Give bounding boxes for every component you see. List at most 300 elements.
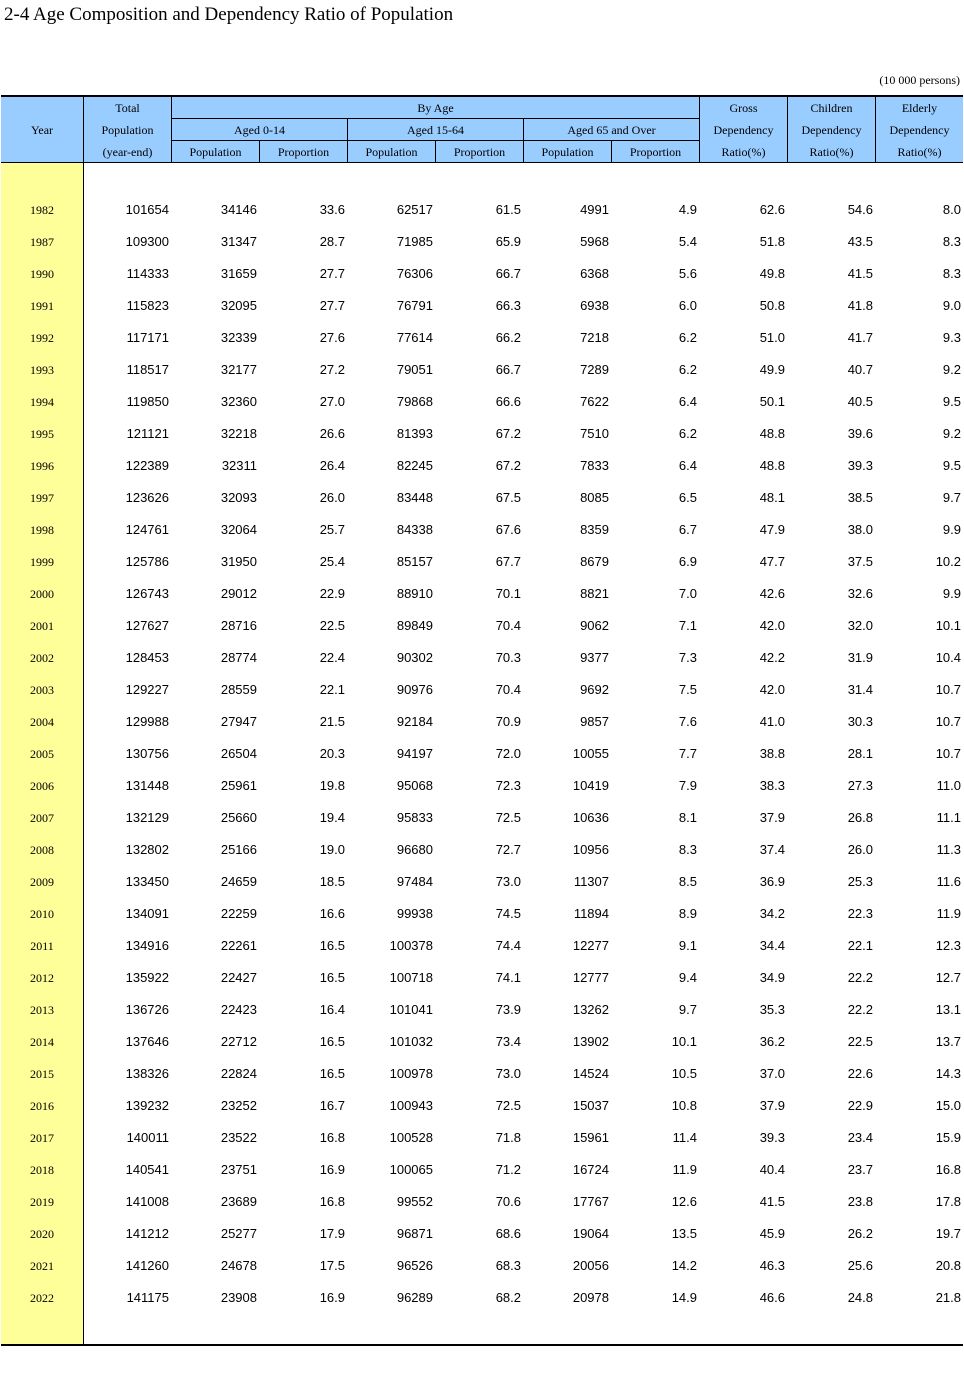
population-0-14-cell: 32093 [220, 490, 257, 505]
population-15-64-cell: 100065 [389, 1162, 433, 1177]
elderly-dependency-ratio-cell: 11.9 [936, 906, 961, 921]
population-15-64-cell: 95833 [396, 810, 433, 825]
total-population-cell: 119850 [126, 394, 169, 409]
population-65-over-cell: 7622 [580, 394, 609, 409]
header-gross-line3: Ratio(%) [721, 145, 766, 159]
header-total-line1: Total [115, 101, 140, 115]
proportion-0-14-cell: 27.0 [319, 394, 345, 409]
header-divider [171, 118, 699, 119]
population-0-14-cell: 23908 [220, 1290, 257, 1305]
table-row [1, 1250, 963, 1282]
population-65-over-cell: 16724 [572, 1162, 609, 1177]
population-65-over-cell: 7833 [580, 458, 609, 473]
header-divider [875, 97, 876, 162]
proportion-0-14-cell: 27.2 [319, 362, 345, 377]
population-65-over-cell: 7289 [580, 362, 609, 377]
children-dependency-ratio-cell: 23.8 [847, 1194, 873, 1209]
children-dependency-ratio-cell: 39.6 [847, 426, 873, 441]
header-divider [83, 97, 84, 162]
header-population-65-over: Population [541, 145, 594, 159]
proportion-65-over-cell: 8.9 [678, 906, 697, 921]
proportion-0-14-cell: 16.8 [319, 1194, 345, 1209]
year-cell: 2017 [30, 1131, 54, 1145]
proportion-0-14-cell: 33.6 [319, 202, 345, 217]
year-cell: 1987 [30, 235, 54, 249]
population-0-14-cell: 23751 [220, 1162, 257, 1177]
header-divider [699, 97, 700, 162]
population-15-64-cell: 82245 [396, 458, 433, 473]
elderly-dependency-ratio-cell: 17.8 [935, 1194, 961, 1209]
gross-dependency-ratio-cell: 48.8 [759, 458, 785, 473]
population-65-over-cell: 10055 [572, 746, 609, 761]
year-cell: 2014 [30, 1035, 54, 1049]
total-population-cell: 131448 [125, 778, 169, 793]
population-65-over-cell: 4991 [580, 202, 609, 217]
population-15-64-cell: 92184 [396, 714, 433, 729]
population-0-14-cell: 23522 [220, 1130, 257, 1145]
unit-note: (10 000 persons) [879, 73, 960, 87]
proportion-15-64-cell: 74.5 [495, 906, 521, 921]
population-15-64-cell: 85157 [396, 554, 433, 569]
total-population-cell: 138326 [125, 1066, 169, 1081]
year-cell: 2012 [30, 971, 54, 985]
gross-dependency-ratio-cell: 49.9 [759, 362, 785, 377]
total-population-cell: 115823 [126, 298, 169, 313]
year-cell: 2001 [30, 619, 54, 633]
proportion-15-64-cell: 65.9 [495, 234, 521, 249]
population-15-64-cell: 101041 [389, 1002, 433, 1017]
year-cell: 2018 [30, 1163, 54, 1177]
year-cell: 2008 [30, 843, 54, 857]
proportion-65-over-cell: 9.7 [678, 1002, 697, 1017]
population-65-over-cell: 20056 [572, 1258, 609, 1273]
proportion-15-64-cell: 71.8 [495, 1130, 521, 1145]
table-row [1, 354, 963, 386]
gross-dependency-ratio-cell: 42.6 [759, 586, 785, 601]
proportion-0-14-cell: 21.5 [319, 714, 345, 729]
population-15-64-cell: 94197 [396, 746, 433, 761]
table-row [1, 898, 963, 930]
total-population-cell: 124761 [125, 522, 169, 537]
elderly-dependency-ratio-cell: 10.7 [935, 746, 961, 761]
table-row [1, 482, 963, 514]
proportion-65-over-cell: 5.6 [678, 266, 697, 281]
year-cell: 2015 [30, 1067, 54, 1081]
proportion-15-64-cell: 73.9 [495, 1002, 521, 1017]
proportion-65-over-cell: 8.5 [678, 874, 697, 889]
gross-dependency-ratio-cell: 35.3 [759, 1002, 785, 1017]
year-cell: 1995 [30, 427, 54, 441]
elderly-dependency-ratio-cell: 19.7 [935, 1226, 961, 1241]
children-dependency-ratio-cell: 27.3 [847, 778, 873, 793]
total-population-cell: 117171 [126, 330, 169, 345]
table-row [1, 514, 963, 546]
year-cell: 1992 [30, 331, 54, 345]
proportion-65-over-cell: 6.0 [678, 298, 697, 313]
proportion-65-over-cell: 7.9 [678, 778, 697, 793]
header-aged-0-14: Aged 0-14 [234, 123, 285, 137]
table-row [1, 994, 963, 1026]
proportion-0-14-cell: 16.5 [319, 1034, 345, 1049]
proportion-65-over-cell: 10.8 [671, 1098, 697, 1113]
gross-dependency-ratio-cell: 40.4 [759, 1162, 785, 1177]
proportion-0-14-cell: 16.9 [319, 1162, 345, 1177]
proportion-15-64-cell: 72.5 [495, 1098, 521, 1113]
year-cell: 2009 [30, 875, 54, 889]
header-aged-15-64: Aged 15-64 [407, 123, 464, 137]
elderly-dependency-ratio-cell: 9.5 [942, 458, 961, 473]
proportion-65-over-cell: 14.2 [671, 1258, 697, 1273]
proportion-65-over-cell: 6.2 [678, 330, 697, 345]
proportion-0-14-cell: 19.4 [319, 810, 345, 825]
table-row [1, 194, 963, 226]
elderly-dependency-ratio-cell: 8.3 [942, 234, 961, 249]
population-65-over-cell: 8359 [580, 522, 609, 537]
year-cell: 2022 [30, 1291, 54, 1305]
proportion-15-64-cell: 72.5 [495, 810, 521, 825]
population-0-14-cell: 22427 [220, 970, 257, 985]
total-population-cell: 114333 [126, 266, 169, 281]
population-15-64-cell: 96289 [396, 1290, 433, 1305]
population-65-over-cell: 6938 [580, 298, 609, 313]
gross-dependency-ratio-cell: 37.9 [759, 1098, 785, 1113]
population-15-64-cell: 100978 [389, 1066, 433, 1081]
proportion-15-64-cell: 67.7 [495, 554, 521, 569]
header-divider [435, 140, 436, 162]
header-divider [611, 140, 612, 162]
population-65-over-cell: 12777 [572, 970, 609, 985]
gross-dependency-ratio-cell: 62.6 [759, 202, 785, 217]
population-15-64-cell: 96680 [396, 842, 433, 857]
proportion-65-over-cell: 10.5 [671, 1066, 697, 1081]
gross-dependency-ratio-cell: 47.7 [759, 554, 785, 569]
elderly-dependency-ratio-cell: 13.1 [935, 1002, 961, 1017]
children-dependency-ratio-cell: 31.9 [847, 650, 873, 665]
elderly-dependency-ratio-cell: 20.8 [935, 1258, 961, 1273]
population-0-14-cell: 27947 [220, 714, 257, 729]
year-cell: 1998 [30, 523, 54, 537]
population-0-14-cell: 32095 [220, 298, 257, 313]
population-65-over-cell: 9692 [580, 682, 609, 697]
year-cell: 2010 [30, 907, 54, 921]
children-dependency-ratio-cell: 40.7 [847, 362, 873, 377]
header-children-line2: Dependency [801, 123, 862, 137]
children-dependency-ratio-cell: 39.3 [847, 458, 873, 473]
proportion-15-64-cell: 68.3 [495, 1258, 521, 1273]
proportion-65-over-cell: 4.9 [678, 202, 697, 217]
population-0-14-cell: 25277 [220, 1226, 257, 1241]
table-row [1, 1218, 963, 1250]
gross-dependency-ratio-cell: 46.6 [759, 1290, 785, 1305]
gross-dependency-ratio-cell: 47.9 [759, 522, 785, 537]
proportion-0-14-cell: 17.5 [319, 1258, 345, 1273]
year-cell: 2006 [30, 779, 54, 793]
gross-dependency-ratio-cell: 42.2 [759, 650, 785, 665]
proportion-65-over-cell: 8.1 [678, 810, 697, 825]
population-0-14-cell: 22259 [220, 906, 257, 921]
header-gross-line2: Dependency [713, 123, 774, 137]
header-proportion-65-over: Proportion [629, 145, 682, 159]
total-population-cell: 141212 [125, 1226, 169, 1241]
children-dependency-ratio-cell: 26.8 [847, 810, 873, 825]
proportion-65-over-cell: 6.9 [678, 554, 697, 569]
elderly-dependency-ratio-cell: 9.7 [942, 490, 961, 505]
total-population-cell: 141008 [125, 1194, 169, 1209]
table-row [1, 674, 963, 706]
proportion-0-14-cell: 22.5 [319, 618, 345, 633]
children-dependency-ratio-cell: 23.4 [847, 1130, 873, 1145]
table-row [1, 546, 963, 578]
year-cell: 1991 [30, 299, 54, 313]
population-15-64-cell: 96871 [396, 1226, 433, 1241]
proportion-0-14-cell: 19.8 [319, 778, 345, 793]
population-0-14-cell: 29012 [220, 586, 257, 601]
population-15-64-cell: 84338 [396, 522, 433, 537]
population-15-64-cell: 100528 [389, 1130, 433, 1145]
gross-dependency-ratio-cell: 38.8 [759, 746, 785, 761]
population-15-64-cell: 99552 [396, 1194, 433, 1209]
total-population-cell: 123626 [125, 490, 169, 505]
total-population-cell: 125786 [125, 554, 169, 569]
elderly-dependency-ratio-cell: 9.5 [942, 394, 961, 409]
header-elderly-line1: Elderly [901, 101, 938, 115]
total-population-cell: 127627 [125, 618, 169, 633]
population-65-over-cell: 19064 [572, 1226, 609, 1241]
proportion-0-14-cell: 16.5 [319, 970, 345, 985]
population-0-14-cell: 34146 [220, 202, 257, 217]
population-0-14-cell: 24659 [220, 874, 257, 889]
population-65-over-cell: 10419 [572, 778, 609, 793]
proportion-65-over-cell: 6.4 [678, 394, 697, 409]
proportion-15-64-cell: 66.3 [495, 298, 521, 313]
total-population-cell: 133450 [125, 874, 169, 889]
population-65-over-cell: 9062 [580, 618, 609, 633]
year-cell: 2005 [30, 747, 54, 761]
year-cell: 2003 [30, 683, 54, 697]
proportion-15-64-cell: 67.2 [495, 426, 521, 441]
proportion-15-64-cell: 67.6 [495, 522, 521, 537]
header-year: Year [30, 123, 54, 137]
year-cell: 2002 [30, 651, 54, 665]
proportion-0-14-cell: 19.0 [319, 842, 345, 857]
children-dependency-ratio-cell: 32.6 [847, 586, 873, 601]
children-dependency-ratio-cell: 26.2 [847, 1226, 873, 1241]
population-65-over-cell: 12277 [572, 938, 609, 953]
total-population-cell: 122389 [125, 458, 169, 473]
proportion-15-64-cell: 70.4 [495, 682, 521, 697]
proportion-15-64-cell: 66.7 [495, 362, 521, 377]
population-0-14-cell: 25166 [220, 842, 257, 857]
population-65-over-cell: 8679 [580, 554, 609, 569]
header-total-line3: (year-end) [102, 145, 153, 159]
gross-dependency-ratio-cell: 38.3 [759, 778, 785, 793]
table-row [1, 322, 963, 354]
children-dependency-ratio-cell: 40.5 [847, 394, 873, 409]
population-table [1, 95, 963, 1346]
proportion-15-64-cell: 72.3 [495, 778, 521, 793]
population-15-64-cell: 99938 [396, 906, 433, 921]
population-65-over-cell: 5968 [580, 234, 609, 249]
total-population-cell: 128453 [125, 650, 169, 665]
gross-dependency-ratio-cell: 50.8 [759, 298, 785, 313]
total-population-cell: 130756 [125, 746, 169, 761]
population-65-over-cell: 20978 [572, 1290, 609, 1305]
children-dependency-ratio-cell: 28.1 [847, 746, 873, 761]
proportion-65-over-cell: 7.3 [678, 650, 697, 665]
population-15-64-cell: 79051 [396, 362, 433, 377]
population-0-14-cell: 23689 [220, 1194, 257, 1209]
gross-dependency-ratio-cell: 36.9 [759, 874, 785, 889]
proportion-15-64-cell: 73.0 [495, 1066, 521, 1081]
proportion-15-64-cell: 66.2 [495, 330, 521, 345]
header-divider [259, 140, 260, 162]
population-65-over-cell: 13262 [572, 1002, 609, 1017]
gross-dependency-ratio-cell: 37.4 [759, 842, 785, 857]
elderly-dependency-ratio-cell: 9.2 [942, 426, 961, 441]
proportion-0-14-cell: 16.8 [319, 1130, 345, 1145]
total-population-cell: 132129 [125, 810, 169, 825]
total-population-cell: 118517 [126, 362, 169, 377]
proportion-15-64-cell: 70.9 [495, 714, 521, 729]
header-total-line2: Population [101, 123, 154, 137]
proportion-0-14-cell: 22.4 [319, 650, 345, 665]
header-by-age: By Age [417, 101, 454, 115]
elderly-dependency-ratio-cell: 16.8 [935, 1162, 961, 1177]
population-15-64-cell: 77614 [396, 330, 433, 345]
elderly-dependency-ratio-cell: 11.6 [936, 874, 961, 889]
header-elderly-line2: Dependency [889, 123, 950, 137]
proportion-15-64-cell: 67.5 [495, 490, 521, 505]
proportion-65-over-cell: 12.6 [671, 1194, 697, 1209]
population-15-64-cell: 83448 [396, 490, 433, 505]
year-cell: 2013 [30, 1003, 54, 1017]
total-population-cell: 121121 [126, 426, 169, 441]
header-population-15-64: Population [365, 145, 418, 159]
header-children-line1: Children [810, 101, 853, 115]
proportion-0-14-cell: 25.4 [319, 554, 345, 569]
total-population-cell: 109300 [125, 234, 169, 249]
total-population-cell: 135922 [125, 970, 169, 985]
population-0-14-cell: 22423 [220, 1002, 257, 1017]
proportion-15-64-cell: 66.7 [495, 266, 521, 281]
population-65-over-cell: 7510 [580, 426, 609, 441]
population-15-64-cell: 90302 [396, 650, 433, 665]
gross-dependency-ratio-cell: 45.9 [759, 1226, 785, 1241]
proportion-0-14-cell: 17.9 [319, 1226, 345, 1241]
gross-dependency-ratio-cell: 51.8 [759, 234, 785, 249]
gross-dependency-ratio-cell: 34.2 [759, 906, 785, 921]
header-proportion-0-14: Proportion [277, 145, 330, 159]
proportion-65-over-cell: 9.4 [678, 970, 697, 985]
year-cell: 2000 [30, 587, 54, 601]
table-row [1, 962, 963, 994]
proportion-0-14-cell: 16.5 [319, 1066, 345, 1081]
children-dependency-ratio-cell: 22.6 [847, 1066, 873, 1081]
elderly-dependency-ratio-cell: 9.0 [942, 298, 961, 313]
proportion-15-64-cell: 68.6 [495, 1226, 521, 1241]
table-row [1, 866, 963, 898]
table-row [1, 1058, 963, 1090]
proportion-15-64-cell: 68.2 [495, 1290, 521, 1305]
proportion-15-64-cell: 71.2 [495, 1162, 521, 1177]
gross-dependency-ratio-cell: 39.3 [759, 1130, 785, 1145]
population-15-64-cell: 100378 [389, 938, 433, 953]
population-0-14-cell: 32339 [220, 330, 257, 345]
population-65-over-cell: 15961 [572, 1130, 609, 1145]
population-0-14-cell: 23252 [220, 1098, 257, 1113]
total-population-cell: 134091 [125, 906, 169, 921]
table-row [1, 834, 963, 866]
proportion-65-over-cell: 7.5 [678, 682, 697, 697]
year-cell: 2019 [30, 1195, 54, 1209]
proportion-0-14-cell: 18.5 [319, 874, 345, 889]
table-row [1, 738, 963, 770]
table-row [1, 1026, 963, 1058]
gross-dependency-ratio-cell: 51.0 [759, 330, 785, 345]
elderly-dependency-ratio-cell: 15.0 [935, 1098, 961, 1113]
elderly-dependency-ratio-cell: 9.9 [942, 586, 961, 601]
total-population-cell: 137646 [125, 1034, 169, 1049]
population-15-64-cell: 71985 [396, 234, 433, 249]
proportion-15-64-cell: 70.3 [495, 650, 521, 665]
population-0-14-cell: 28774 [220, 650, 257, 665]
proportion-0-14-cell: 26.4 [319, 458, 345, 473]
proportion-65-over-cell: 10.1 [671, 1034, 697, 1049]
gross-dependency-ratio-cell: 37.9 [759, 810, 785, 825]
population-0-14-cell: 32064 [220, 522, 257, 537]
elderly-dependency-ratio-cell: 9.9 [942, 522, 961, 537]
elderly-dependency-ratio-cell: 12.7 [935, 970, 961, 985]
elderly-dependency-ratio-cell: 11.0 [936, 778, 961, 793]
elderly-dependency-ratio-cell: 10.2 [935, 554, 961, 569]
proportion-65-over-cell: 7.6 [678, 714, 697, 729]
proportion-15-64-cell: 74.1 [495, 970, 521, 985]
population-65-over-cell: 7218 [580, 330, 609, 345]
proportion-65-over-cell: 6.4 [678, 458, 697, 473]
population-15-64-cell: 62517 [396, 202, 433, 217]
table-row [1, 1090, 963, 1122]
proportion-0-14-cell: 16.5 [319, 938, 345, 953]
table-row [1, 578, 963, 610]
population-0-14-cell: 28716 [220, 618, 257, 633]
proportion-65-over-cell: 9.1 [678, 938, 697, 953]
proportion-0-14-cell: 22.1 [319, 682, 345, 697]
table-row [1, 1154, 963, 1186]
elderly-dependency-ratio-cell: 21.8 [935, 1290, 961, 1305]
children-dependency-ratio-cell: 30.3 [847, 714, 873, 729]
proportion-0-14-cell: 26.0 [319, 490, 345, 505]
population-0-14-cell: 28559 [220, 682, 257, 697]
total-population-cell: 139232 [125, 1098, 169, 1113]
population-65-over-cell: 9377 [580, 650, 609, 665]
population-15-64-cell: 100718 [389, 970, 433, 985]
table-row [1, 386, 963, 418]
gross-dependency-ratio-cell: 48.1 [759, 490, 785, 505]
gross-dependency-ratio-cell: 41.5 [759, 1194, 785, 1209]
children-dependency-ratio-cell: 22.3 [847, 906, 873, 921]
population-15-64-cell: 100943 [389, 1098, 433, 1113]
header-population-0-14: Population [189, 145, 242, 159]
total-population-cell: 101654 [125, 202, 169, 217]
proportion-0-14-cell: 20.3 [319, 746, 345, 761]
proportion-0-14-cell: 16.4 [319, 1002, 345, 1017]
children-dependency-ratio-cell: 24.8 [847, 1290, 873, 1305]
gross-dependency-ratio-cell: 37.0 [759, 1066, 785, 1081]
total-population-cell: 129227 [125, 682, 169, 697]
proportion-65-over-cell: 11.9 [672, 1162, 697, 1177]
children-dependency-ratio-cell: 22.9 [847, 1098, 873, 1113]
header-elderly-line3: Ratio(%) [897, 145, 942, 159]
